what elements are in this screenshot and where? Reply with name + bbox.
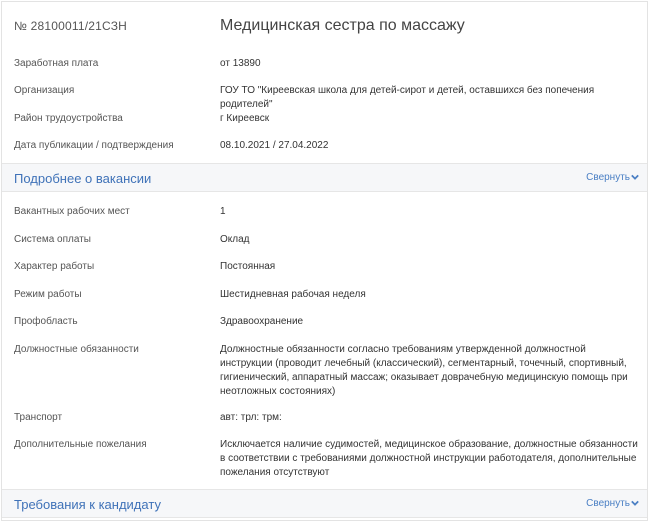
summary-value: г Киреевск [220, 113, 270, 124]
collapse-details-toggle[interactable] [586, 172, 639, 183]
summary-label: Организация [14, 85, 75, 96]
summary-value: ГОУ ТО "Киреевская школа для детей-сирот и детей, оставшихся без попечения родителей" [220, 85, 595, 110]
summary-value: от 13890 [220, 58, 261, 69]
section-details-header[interactable] [2, 163, 647, 192]
detail-label: Система оплаты [14, 234, 91, 245]
detail-label: Вакантных рабочих мест [14, 206, 130, 217]
detail-label: Дополнительные пожелания [14, 439, 147, 450]
summary-value: 08.10.2021 / 27.04.2022 [220, 140, 329, 151]
detail-label: Режим работы [14, 289, 82, 300]
detail-value: Постоянная [220, 261, 276, 272]
detail-label: Характер работы [14, 261, 95, 272]
detail-value: Шестидневная рабочая неделя [220, 289, 366, 300]
section-requirements-title: Требования к кандидату [14, 497, 161, 512]
vacancy-title: Медицинская сестра по массажу [220, 17, 465, 34]
section-details-title: Подробнее о вакансии [14, 171, 152, 186]
vacancy-header [2, 2, 647, 54]
detail-value: Должностные обязанности согласно требованиям утвержденной должностной инструкции (проводит лечебный (классический), сегментарный, точечный, спортивный, гигиенический, аппаратный массаж; оказывает доврачебную медицинскую помощь при неотложных состояниях) [220, 344, 628, 397]
collapse-label: Свернуть [586, 172, 630, 183]
detail-value: Исключается наличие судимостей, медицинское образование, должностные обязанности в соответствии с требованиями должностной инструкции работодателя, дополнительные пожелания отсутствуют [220, 439, 638, 478]
detail-value: Оклад [220, 234, 250, 245]
section-requirements-header[interactable] [2, 489, 647, 518]
detail-value: 1 [220, 206, 226, 217]
summary-label: Дата публикации / подтверждения [14, 140, 174, 151]
chevron-down-icon [631, 499, 639, 507]
summary-label: Заработная плата [14, 58, 99, 69]
collapse-label: Свернуть [586, 498, 630, 509]
detail-label: Профобласть [14, 316, 78, 327]
detail-value: авт: трл: трм: [220, 412, 282, 423]
detail-label: Транспорт [14, 412, 63, 423]
vacancy-number: № 28100011/21СЗН [14, 19, 128, 33]
chevron-down-icon [631, 173, 639, 181]
collapse-requirements-toggle[interactable] [586, 498, 639, 509]
detail-label: Должностные обязанности [14, 344, 139, 355]
detail-value: Здравоохранение [220, 316, 304, 327]
summary-label: Район трудоустройства [14, 113, 123, 124]
vacancy-card [1, 1, 648, 521]
